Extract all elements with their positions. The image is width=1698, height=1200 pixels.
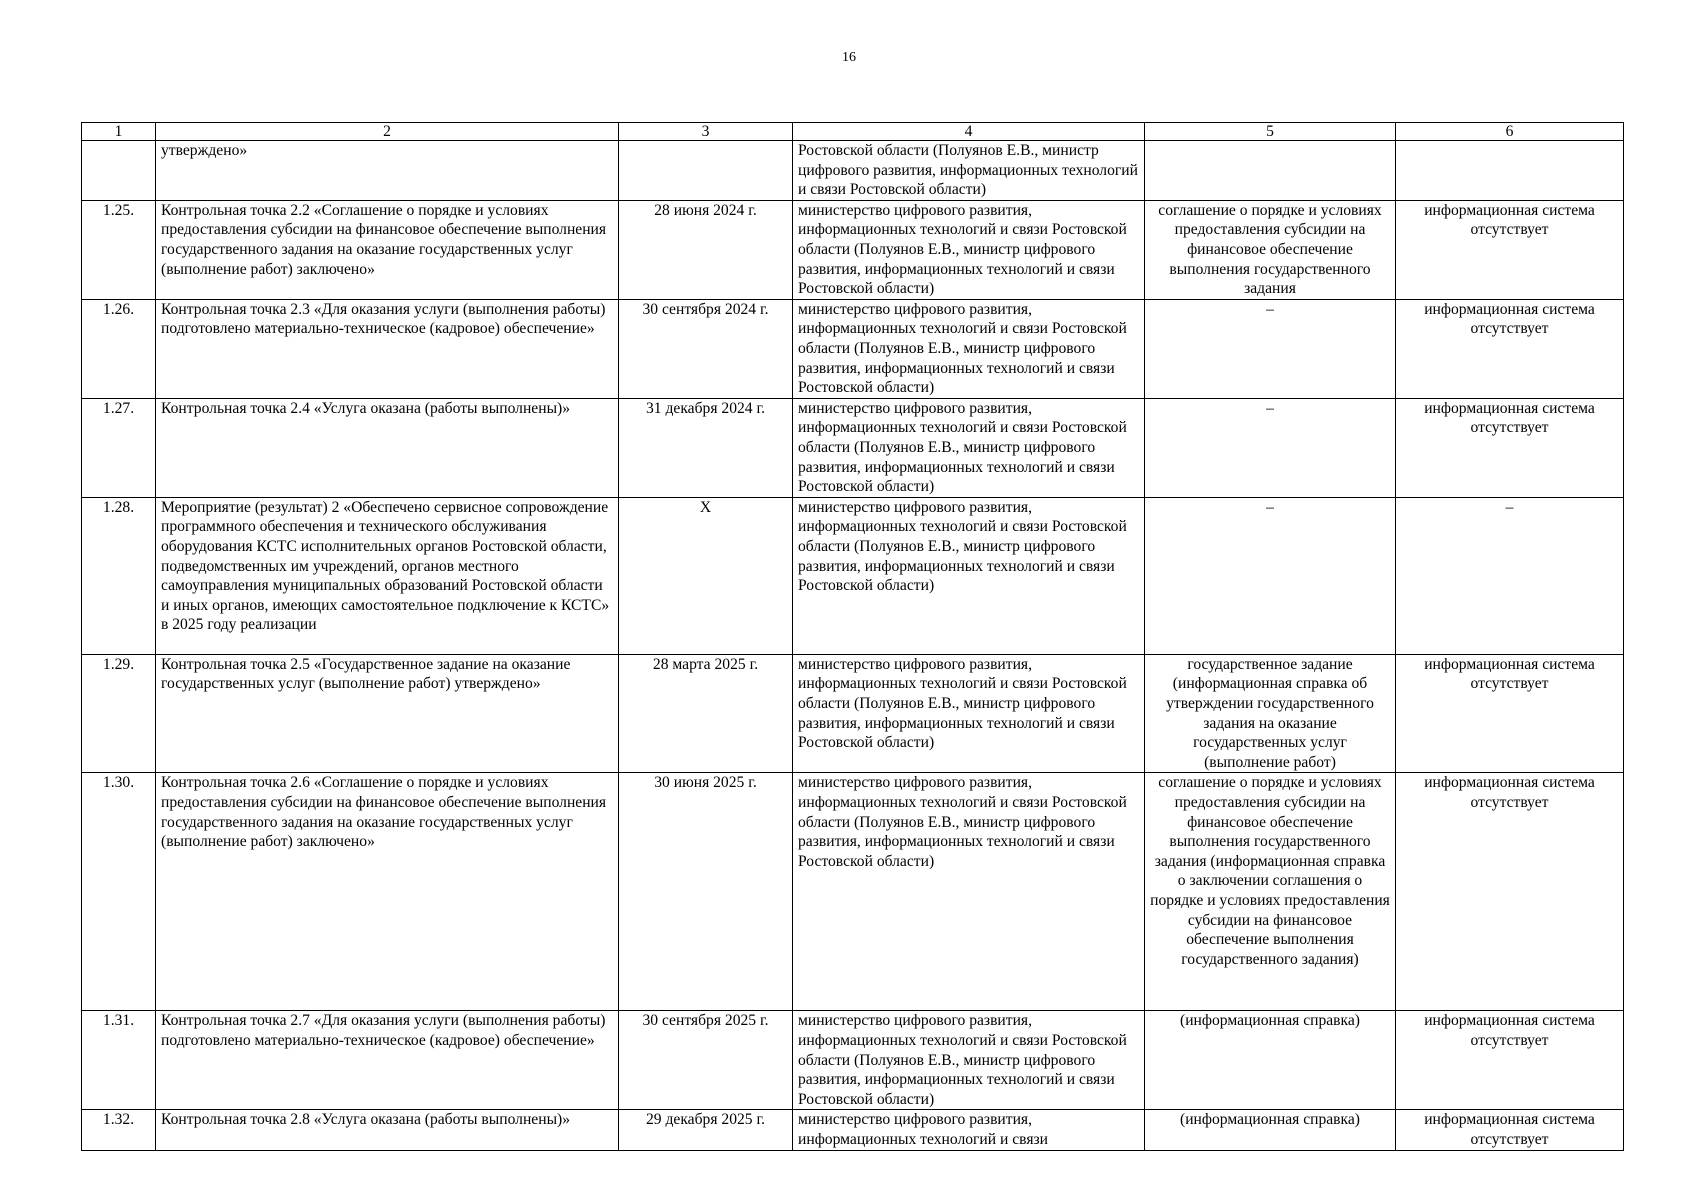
row-number-cell: 1.30.: [82, 773, 156, 1011]
row-responsible-cell: министерство цифрового развития, информационных технологий и связи: [793, 1110, 1145, 1150]
table-row: [82, 497, 1624, 654]
row-system-cell: информационная система отсутствует: [1396, 200, 1624, 299]
row-document-cell: –: [1145, 299, 1396, 398]
row-system-cell: –: [1396, 497, 1624, 654]
row-name-cell: Контрольная точка 2.7 «Для оказания услуги (выполнения работы) подготовлено материально-техническое (кадровое) обеспечение»: [156, 1011, 619, 1110]
row-document-cell: [1145, 141, 1396, 201]
column-number-row: [82, 123, 1624, 141]
row-name-cell: Контрольная точка 2.5 «Государственное задание на оказание государственных услуг (выполнение работ) утверждено»: [156, 654, 619, 773]
table-row: [82, 1110, 1624, 1150]
row-number-cell: 1.26.: [82, 299, 156, 398]
row-responsible-cell: министерство цифрового развития, информационных технологий и связи Ростовской области (Полуянов Е.В., министр цифрового развития, информационных технологий и связи Ростовской области): [793, 497, 1145, 654]
row-name-cell: Контрольная точка 2.3 «Для оказания услуги (выполнения работы) подготовлено материально-техническое (кадровое) обеспечение»: [156, 299, 619, 398]
row-name-cell: Контрольная точка 2.4 «Услуга оказана (работы выполнены)»: [156, 398, 619, 497]
row-responsible-cell: министерство цифрового развития, информационных технологий и связи Ростовской области (Полуянов Е.В., министр цифрового развития, информационных технологий и связи Ростовской области): [793, 773, 1145, 1011]
row-date-cell: 28 марта 2025 г.: [619, 654, 793, 773]
row-date-cell: 28 июня 2024 г.: [619, 200, 793, 299]
table-row: [82, 654, 1624, 773]
table-row: [82, 1011, 1624, 1110]
row-responsible-cell: министерство цифрового развития, информационных технологий и связи Ростовской области (Полуянов Е.В., министр цифрового развития, информационных технологий и связи Ростовской области): [793, 299, 1145, 398]
row-number-cell: 1.29.: [82, 654, 156, 773]
row-name-cell: Контрольная точка 2.2 «Соглашение о порядке и условиях предоставления субсидии на финансовое обеспечение выполнения государственного задания на оказание государственных услуг (выполнение работ) заключено»: [156, 200, 619, 299]
row-document-cell: –: [1145, 497, 1396, 654]
row-date-cell: 30 сентября 2025 г.: [619, 1011, 793, 1110]
row-responsible-cell: министерство цифрового развития, информационных технологий и связи Ростовской области (Полуянов Е.В., министр цифрового развития, информационных технологий и связи Ростовской области): [793, 654, 1145, 773]
table-row: [82, 773, 1624, 1011]
column-header-6: 6: [1396, 123, 1624, 141]
row-number-cell: 1.28.: [82, 497, 156, 654]
row-system-cell: информационная система отсутствует: [1396, 1110, 1624, 1150]
row-responsible-cell: министерство цифрового развития, информационных технологий и связи Ростовской области (Полуянов Е.В., министр цифрового развития, информационных технологий и связи Ростовской области): [793, 1011, 1145, 1110]
page-number: 16: [842, 50, 856, 65]
row-date-cell: 30 сентября 2024 г.: [619, 299, 793, 398]
row-system-cell: информационная система отсутствует: [1396, 773, 1624, 1011]
row-date-cell: 30 июня 2025 г.: [619, 773, 793, 1011]
row-system-cell: информационная система отсутствует: [1396, 398, 1624, 497]
row-date-cell: 29 декабря 2025 г.: [619, 1110, 793, 1150]
row-document-cell: –: [1145, 398, 1396, 497]
row-document-cell: (информационная справка): [1145, 1110, 1396, 1150]
column-header-5: 5: [1145, 123, 1396, 141]
row-system-cell: информационная система отсутствует: [1396, 1011, 1624, 1110]
row-number-cell: 1.32.: [82, 1110, 156, 1150]
table-row: [82, 299, 1624, 398]
row-number-cell: 1.27.: [82, 398, 156, 497]
row-number-cell: [82, 141, 156, 201]
control-points-table: [81, 122, 1624, 1151]
table-row: [82, 398, 1624, 497]
table-row: [82, 141, 1624, 201]
row-document-cell: соглашение о порядке и условиях предоставления субсидии на финансовое обеспечение выполнения государственного задания: [1145, 200, 1396, 299]
row-system-cell: информационная система отсутствует: [1396, 299, 1624, 398]
row-date-cell: Х: [619, 497, 793, 654]
row-date-cell: 31 декабря 2024 г.: [619, 398, 793, 497]
row-responsible-cell: министерство цифрового развития, информационных технологий и связи Ростовской области (Полуянов Е.В., министр цифрового развития, информационных технологий и связи Ростовской области): [793, 200, 1145, 299]
row-document-cell: соглашение о порядке и условиях предоставления субсидии на финансовое обеспечение выполнения государственного задания (информационная справка о заключении соглашения о порядке и условиях предоставления субсидии на финансовое обеспечение выполнения государственного задания): [1145, 773, 1396, 1011]
table-row: [82, 200, 1624, 299]
row-responsible-cell: Ростовской области (Полуянов Е.В., министр цифрового развития, информационных технологий и связи Ростовской области): [793, 141, 1145, 201]
row-date-cell: [619, 141, 793, 201]
row-responsible-cell: министерство цифрового развития, информационных технологий и связи Ростовской области (Полуянов Е.В., министр цифрового развития, информационных технологий и связи Ростовской области): [793, 398, 1145, 497]
row-document-cell: (информационная справка): [1145, 1011, 1396, 1110]
row-name-cell: Контрольная точка 2.6 «Соглашение о порядке и условиях предоставления субсидии на финансовое обеспечение выполнения государственного задания на оказание государственных услуг (выполнение работ) заключено»: [156, 773, 619, 1011]
column-header-3: 3: [619, 123, 793, 141]
row-document-cell: государственное задание (информационная справка об утверждении государственного задания на оказание государственных услуг (выполнение работ): [1145, 654, 1396, 773]
row-name-cell: Контрольная точка 2.8 «Услуга оказана (работы выполнены)»: [156, 1110, 619, 1150]
row-system-cell: информационная система отсутствует: [1396, 654, 1624, 773]
row-number-cell: 1.25.: [82, 200, 156, 299]
row-number-cell: 1.31.: [82, 1011, 156, 1110]
column-header-1: 1: [82, 123, 156, 141]
row-name-cell: утверждено»: [156, 141, 619, 201]
column-header-2: 2: [156, 123, 619, 141]
row-name-cell: Мероприятие (результат) 2 «Обеспечено сервисное сопровождение программного обеспечения и технического обслуживания оборудования КСТС исполнительных органов Ростовской области, подведомственных им учреждений, органов местного самоуправления муниципальных образований Ростовской области и иных органов, имеющих самостоятельное подключение к КСТС» в 2025 году реализации: [156, 497, 619, 654]
row-system-cell: [1396, 141, 1624, 201]
column-header-4: 4: [793, 123, 1145, 141]
